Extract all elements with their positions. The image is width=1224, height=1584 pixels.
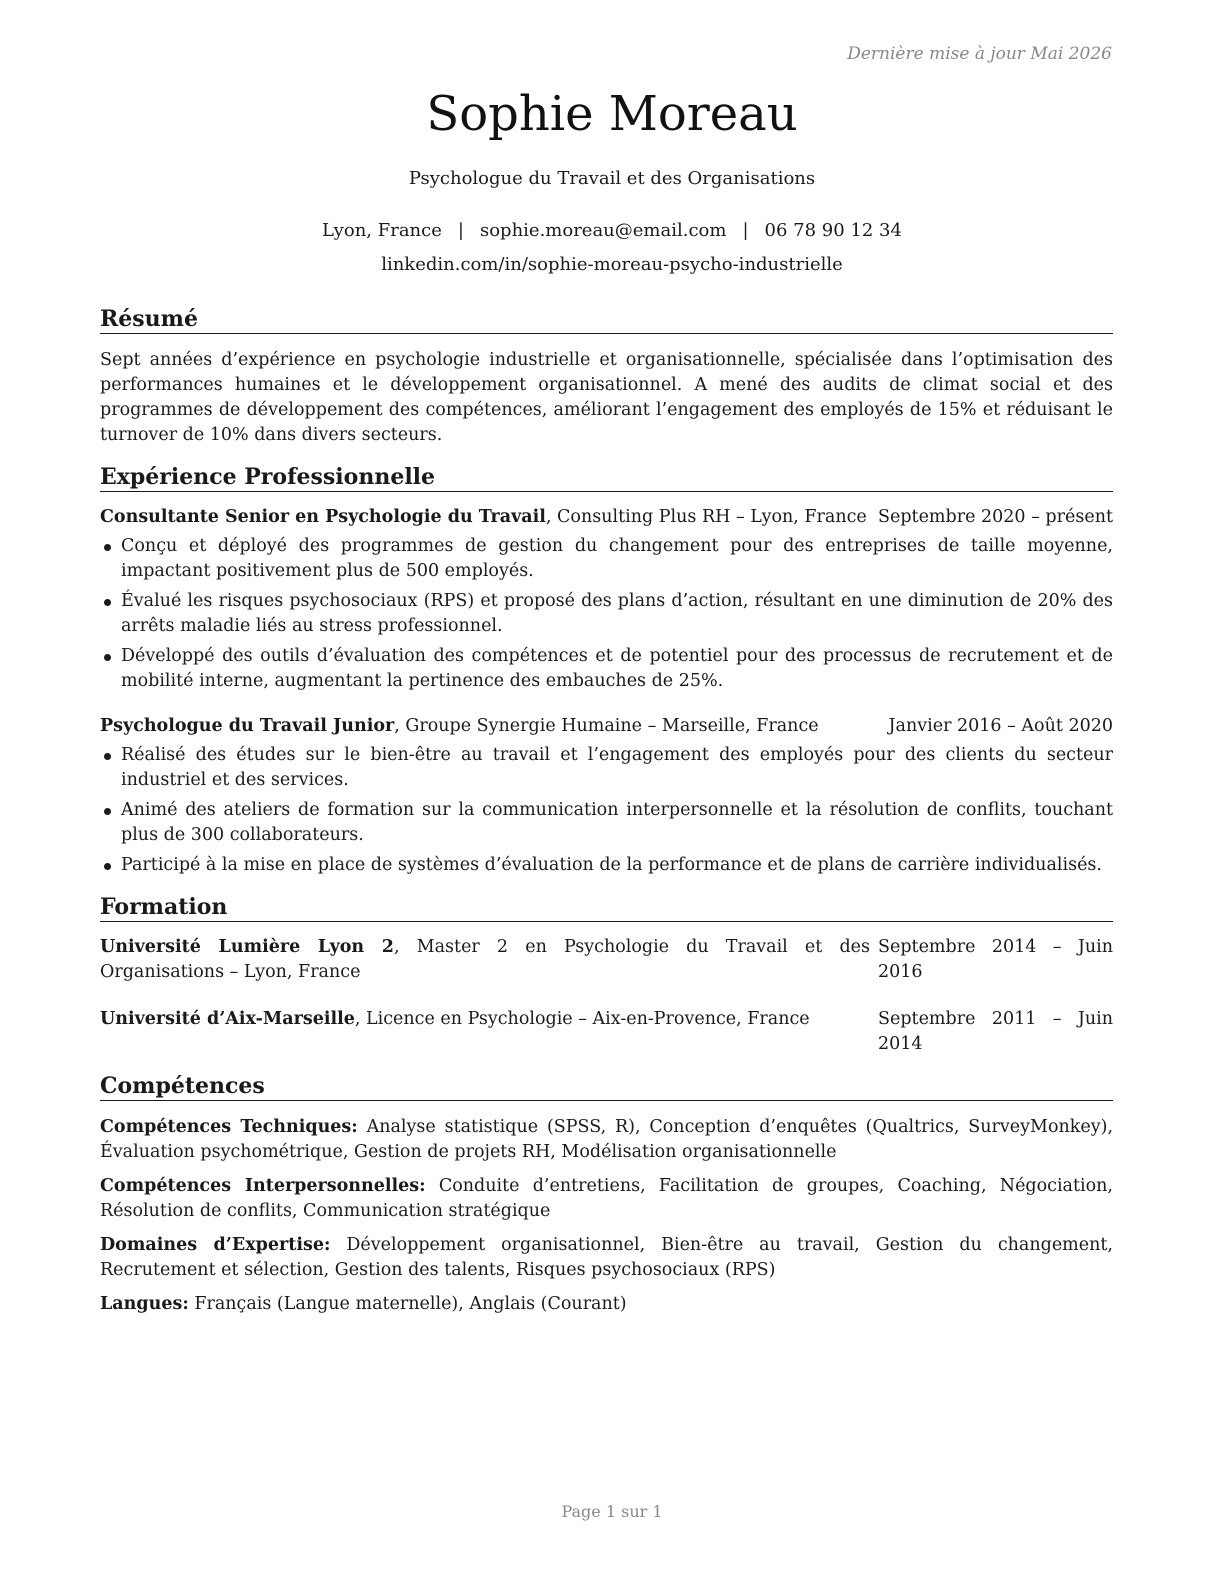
- list-item: Développé des outils d’évaluation des compétences et de potentiel pour des processus de recrutement et de mobilité interne, augmentant la pertinence des embauches de 25%.: [100, 644, 1113, 694]
- last-updated: Dernière mise à jour Mai 2026: [847, 44, 1112, 64]
- separator: |: [742, 220, 749, 241]
- job-entry: [100, 714, 1113, 878]
- candidate-name: Sophie Moreau: [426, 86, 798, 142]
- email-link[interactable]: sophie.moreau@email.com: [479, 220, 727, 241]
- skill-label: Compétences Interpersonnelles:: [100, 1176, 426, 1196]
- education-detail: , Master 2 en Psychologie du Travail et des Organisations – Lyon, France: [100, 937, 870, 982]
- job-bullets: [100, 743, 1113, 878]
- summary-section: [100, 306, 1113, 448]
- location: Lyon, France: [322, 220, 442, 241]
- job-org: , Groupe Synergie Humaine – Marseille, France: [394, 716, 819, 736]
- skill-value: Analyse statistique (SPSS, R), Conception d’enquêtes (Qualtrics, SurveyMonkey), Évaluation psychométrique, Gestion de projets RH, Modélisation organisationnelle: [100, 1117, 1114, 1162]
- skills-list: [100, 1115, 1113, 1317]
- education-school: Université d’Aix-Marseille: [100, 1009, 355, 1029]
- education-entry: [100, 1007, 1113, 1057]
- list-item: Conçu et déployé des programmes de gestion du changement pour des entreprises de taille moyenne, impactant positivement plus de 500 employés.: [100, 534, 1113, 584]
- job-entry: [100, 505, 1113, 694]
- experience-section: [100, 464, 1113, 878]
- education-section: [100, 894, 1113, 1057]
- list-item: Participé à la mise en place de systèmes d’évaluation de la performance et de plans de carrière individualisés.: [100, 853, 1113, 878]
- education-school-detail: [100, 935, 870, 985]
- list-item: Animé des ateliers de formation sur la communication interpersonnelle et la résolution de conflits, touchant plus de 300 collaborateurs.: [100, 798, 1113, 848]
- skill-label: Domaines d’Expertise:: [100, 1235, 331, 1255]
- job-dates: Janvier 2016 – Août 2020: [888, 716, 1113, 736]
- job-dates: Septembre 2020 – présent: [878, 507, 1113, 527]
- list-item: Évalué les risques psychosociaux (RPS) et proposé des plans d’action, résultant en une diminution de 20% des arrêts maladie liés au stress professionnel.: [100, 589, 1113, 639]
- summary-text: Sept années d’expérience en psychologie industrielle et organisationnelle, spécialisée dans l’optimisation des performances humaines et le développement organisationnel. A mené des audits de climat social et des programmes de développement des compétences, améliorant l’engagement des employés de 15% et réduisant le turnover de 10% dans divers secteurs.: [100, 350, 1113, 445]
- job-role: Consultante Senior en Psychologie du Travail: [100, 507, 546, 527]
- job-title: Psychologue du Travail et des Organisations: [408, 168, 816, 189]
- skill-value: Développement organisationnel, Bien-être au travail, Gestion du changement, Recrutement et sélection, Gestion des talents, Risques psychosociaux (RPS): [100, 1235, 1113, 1280]
- contact-line: [0, 220, 1224, 241]
- skill-value: Français (Langue maternelle), Anglais (Courant): [188, 1294, 627, 1314]
- separator: |: [457, 220, 464, 241]
- skill-line: [100, 1292, 1113, 1317]
- section-heading-education: Formation: [100, 894, 1113, 922]
- phone: 06 78 90 12 34: [764, 220, 902, 241]
- job-header: [100, 505, 1113, 530]
- skill-label: Langues:: [100, 1294, 189, 1314]
- education-dates: Septembre 2014 – Juin 2016: [878, 937, 1113, 982]
- section-heading-skills: Compétences: [100, 1073, 1113, 1101]
- education-dates: Septembre 2011 – Juin 2014: [878, 1009, 1113, 1054]
- job-org: , Consulting Plus RH – Lyon, France: [545, 507, 867, 527]
- job-role-org: [100, 505, 867, 530]
- section-heading-experience: Expérience Professionnelle: [100, 464, 1113, 492]
- list-item: Réalisé des études sur le bien-être au travail et l’engagement des employés pour des clients du secteur industriel et des services.: [100, 743, 1113, 793]
- education-entry: [100, 935, 1113, 985]
- skills-section: [100, 1073, 1113, 1317]
- education-school-detail: [100, 1007, 870, 1057]
- education-school: Université Lumière Lyon 2: [100, 937, 394, 957]
- job-role-org: [100, 714, 819, 739]
- job-header: [100, 714, 1113, 739]
- skill-value: Conduite d’entretiens, Facilitation de groupes, Coaching, Négociation, Résolution de conflits, Communication stratégique: [100, 1176, 1113, 1221]
- job-bullets: [100, 534, 1113, 694]
- skill-label: Compétences Techniques:: [100, 1117, 358, 1137]
- job-role: Psychologue du Travail Junior: [100, 716, 395, 736]
- linkedin-link[interactable]: linkedin.com/in/sophie-moreau-psycho-industrielle: [381, 254, 843, 275]
- skill-line: [100, 1174, 1113, 1224]
- section-heading-summary: Résumé: [100, 306, 1113, 334]
- education-detail: , Licence en Psychologie – Aix-en-Provence, France: [354, 1009, 810, 1029]
- skill-line: [100, 1233, 1113, 1283]
- skill-line: [100, 1115, 1113, 1165]
- resume-content: [100, 306, 1113, 1326]
- page-number: Page 1 sur 1: [561, 1502, 663, 1521]
